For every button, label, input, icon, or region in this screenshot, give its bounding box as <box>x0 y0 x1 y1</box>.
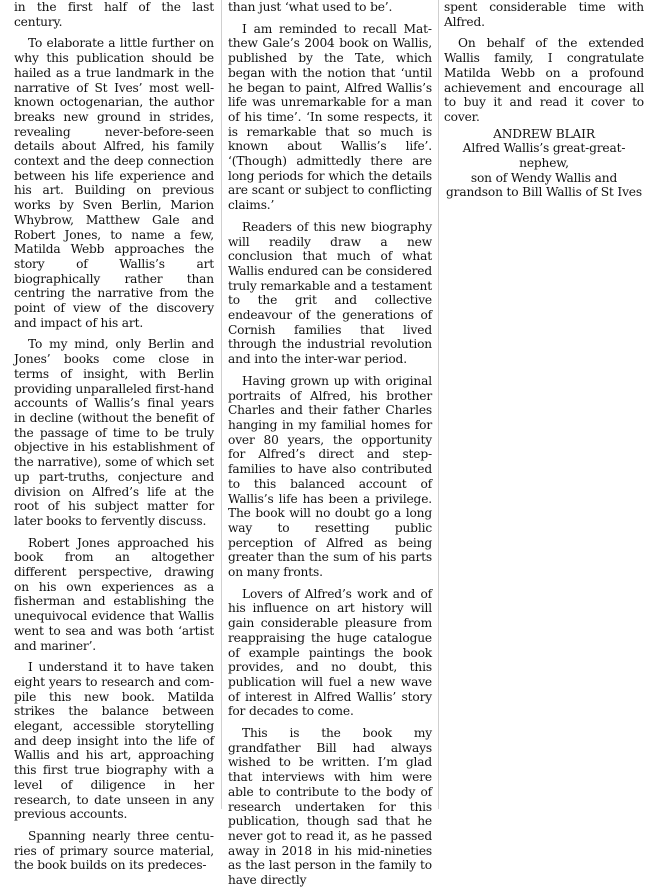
paragraph: Spanning nearly three centuries of primary source material, the book builds on its predeces- <box>14 828 214 873</box>
signature-line-1: Alfred Wallis’s great-great-nephew, <box>462 141 626 171</box>
paragraph: than just ‘what used to be’. <box>228 0 393 14</box>
article-column-3 <box>444 0 644 200</box>
paragraph: To elaborate a little further on why this publication should be hailed as a true landmark in the narrative of St Ives’ most well-known octogenarian, the author breaks new ground in strides, revealing never-before-seen details about Alfred, his family context and the deep connection between his life experience and his art. Building on previous works by Sven Berlin, Marion Whybrow, Matthew Gale and Robert Jones, to name a few, Matilda Webb approaches the story of Wallis’s art biographically rather than centring the narrative from the point of view of the discovery and impact of his art. <box>14 36 214 330</box>
column-divider <box>221 0 222 809</box>
paragraph: Having grown up with original portraits of Alfred, his brother Charles and their father Charles hanging in my familial homes for over 80 years, the opportunity for Alfred’s direct and step-families to have also contributed to this balanced account of Wallis’s life has been a privilege. The book will no doubt go a long way to resetting public perception of Alfred as being greater than the sum of his parts on many fronts. <box>228 373 432 580</box>
column-divider <box>438 0 439 809</box>
article-column-1 <box>14 0 214 873</box>
paragraph: Readers of this new biography will readily draw a new conclusion that much of what Wallis endured can be considered truly remarkable and a testament to the grit and collective endeavour of the generations of Cornish families that lived through the industrial revolution and into the inter-war period. <box>228 219 432 367</box>
article-column-2 <box>228 0 432 888</box>
signature-line-2: son of Wendy Wallis and <box>470 170 618 185</box>
signature-line-3: grandson to Bill Wallis of St Ives <box>446 185 642 200</box>
paragraph: Lovers of Alfred’s work and of his influence on art history will gain considerable pleasure from reappraising the huge catalogue of example paintings the book provides, and no doubt, this publication will fuel a new wave of interest in Alfred Wallis’ story for decades to come. <box>228 586 432 719</box>
paragraph: spent considerable time with Alfred. <box>444 0 644 29</box>
paragraph: To my mind, only Berlin and Jones’ books come close in terms of insight, with Berlin providing unparalleled first-hand accounts of Wallis’s final years in decline (without the benefit of the passage of time to be truly objective in his establishment of the narrative), some of which set up part-truths, conjecture and division on Alfred’s life at the root of his subject matter for later books to fervently discuss. <box>14 337 214 528</box>
paragraph: On behalf of the extended Wallis family, I congratulate Matilda Webb on a profound achievement and encourage all to buy it and read it cover to cover. <box>444 36 644 124</box>
signature-name: ANDREW BLAIR <box>493 126 595 141</box>
paragraphs <box>444 0 644 125</box>
paragraph: I understand it to have taken eight years to research and compile this new book. Matilda strikes the balance between elegant, accessible storytelling and deep insight into the life of Wallis and his art, approaching this first true biography with a level of diligence in her research, to date unseen in any previous accounts. <box>14 660 214 822</box>
paragraph: I am reminded to recall Matthew Gale’s 2004 book on Wallis, published by the Tate, which began with the notion that ‘until he began to paint, Alfred Wallis’s life was unremarkable for a man of his time’. ‘In some respects, it is remarkable that so much is known about Wallis’s life’. ‘(Though) admittedly there are long periods for which the details are scant or subject to conflicting claims.’ <box>228 21 432 213</box>
paragraph: Robert Jones approached his book from an altogether different perspective, drawing on his own experiences as a fisherman and establishing the unequivocal evidence that Wallis went to sea and was both ‘artist and mariner’. <box>14 535 214 653</box>
paragraph: This is the book my grandfather Bill had always wished to be written. I’m glad that interviews with him were able to contribute to the body of research undertaken for this publication, though sad that he never got to read it, as he passed away in 2018 in his mid-nineties as the last person in the family to have directly <box>228 726 432 888</box>
paragraph: in the first half of the last century. <box>14 0 214 29</box>
